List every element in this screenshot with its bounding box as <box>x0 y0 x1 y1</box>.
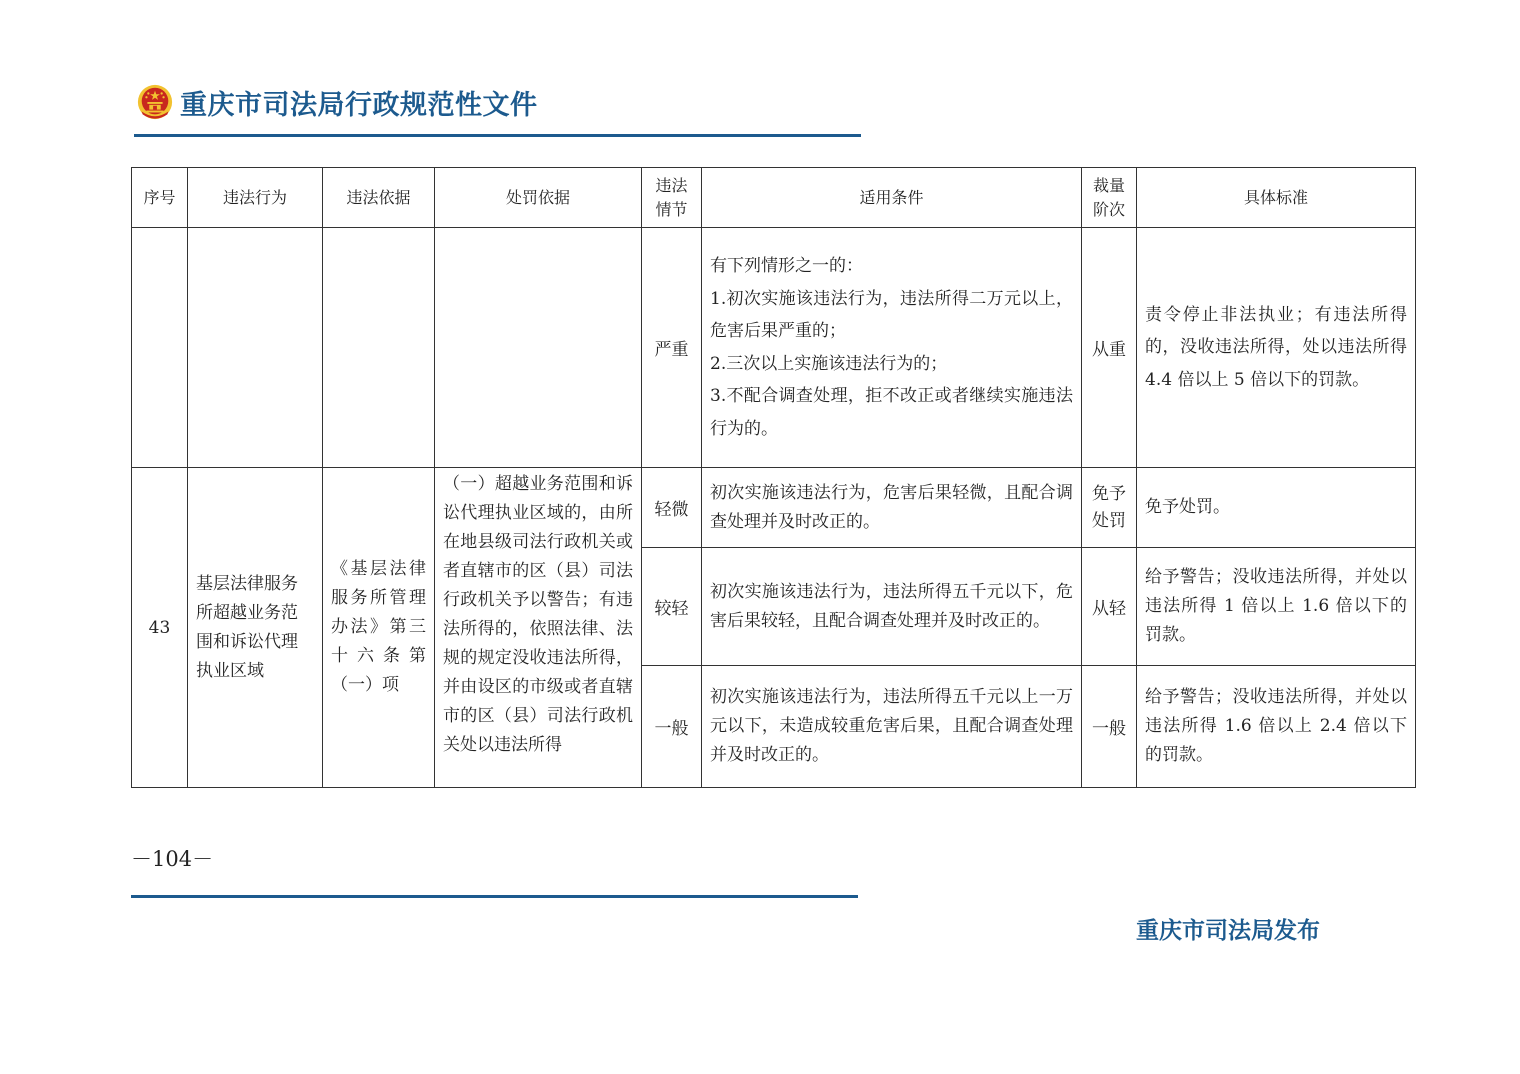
column-header-conditions: 适用条件 <box>702 168 1082 228</box>
header-rule <box>134 134 861 137</box>
violation-behavior-cell: 基层法律服务所超越业务范围和诉讼代理执业区域 <box>188 468 323 788</box>
conditions-cell: 有下列情形之一的： 1.初次实施该违法行为，违法所得二万元以上，危害后果严重的； 2.三次以上实施该违法行为的； 3.不配合调查处理，拒不改正或者继续实施违法行为的。 <box>702 228 1082 468</box>
penalty-discretion-table <box>131 167 1416 788</box>
level-cell: 从重 <box>1082 228 1137 468</box>
level-cell: 从轻 <box>1082 548 1137 666</box>
standard-cell: 给予警告；没收违法所得，并处以违法所得 1.6 倍以上 2.4 倍以下的罚款。 <box>1137 666 1416 788</box>
empty-cell <box>188 228 323 468</box>
standard-cell: 给予警告；没收违法所得，并处以违法所得 1 倍以上 1.6 倍以下的罚款。 <box>1137 548 1416 666</box>
severity-cell: 一般 <box>642 666 702 788</box>
item-number-cell: 43 <box>132 468 188 788</box>
national-emblem-icon <box>136 83 174 121</box>
table-row <box>132 468 1416 548</box>
empty-cell <box>435 228 642 468</box>
column-header-violation: 违法行为 <box>188 168 323 228</box>
severity-cell: 较轻 <box>642 548 702 666</box>
document-series-title: 重庆市司法局行政规范性文件 <box>180 89 538 121</box>
conditions-cell: 初次实施该违法行为，违法所得五千元以下，危害后果较轻，且配合调查处理并及时改正的。 <box>702 548 1082 666</box>
penalty-basis-cell: （一）超越业务范围和诉讼代理执业区域的，由所在地县级司法行政机关或者直辖市的区（县）司法行政机关予以警告；有违法所得的，依照法律、法规的规定没收违法所得，并由设区的市级或者直辖市的区（县）司法行政机关处以违法所得 <box>435 468 642 788</box>
standard-cell: 责令停止非法执业；有违法所得的，没收违法所得，处以违法所得 4.4 倍以上 5 倍以下的罚款。 <box>1137 228 1416 468</box>
footer-rule <box>131 895 858 898</box>
column-header-number: 序号 <box>132 168 188 228</box>
publisher-label: 重庆市司法局发布 <box>1136 918 1320 944</box>
conditions-cell: 初次实施该违法行为，危害后果轻微，且配合调查处理并及时改正的。 <box>702 468 1082 548</box>
document-header <box>136 80 538 124</box>
empty-cell <box>323 228 435 468</box>
page-number: －104－ <box>131 847 214 871</box>
column-header-level: 裁量 阶次 <box>1082 168 1137 228</box>
level-cell: 免予 处罚 <box>1082 468 1137 548</box>
conditions-cell: 初次实施该违法行为，违法所得五千元以上一万元以下，未造成较重危害后果，且配合调查处理并及时改正的。 <box>702 666 1082 788</box>
empty-cell <box>132 228 188 468</box>
severity-cell: 严重 <box>642 228 702 468</box>
legal-basis-cell: 《基层法律服务所管理办法》第三十六条第（一）项 <box>323 468 435 788</box>
table-row-continuation <box>132 228 1416 468</box>
severity-cell: 轻微 <box>642 468 702 548</box>
column-header-legal-basis: 违法依据 <box>323 168 435 228</box>
standard-cell: 免予处罚。 <box>1137 468 1416 548</box>
level-cell: 一般 <box>1082 666 1137 788</box>
column-header-penalty-basis: 处罚依据 <box>435 168 642 228</box>
table-header-row <box>132 168 1416 228</box>
column-header-severity: 违法 情节 <box>642 168 702 228</box>
column-header-standard: 具体标准 <box>1137 168 1416 228</box>
